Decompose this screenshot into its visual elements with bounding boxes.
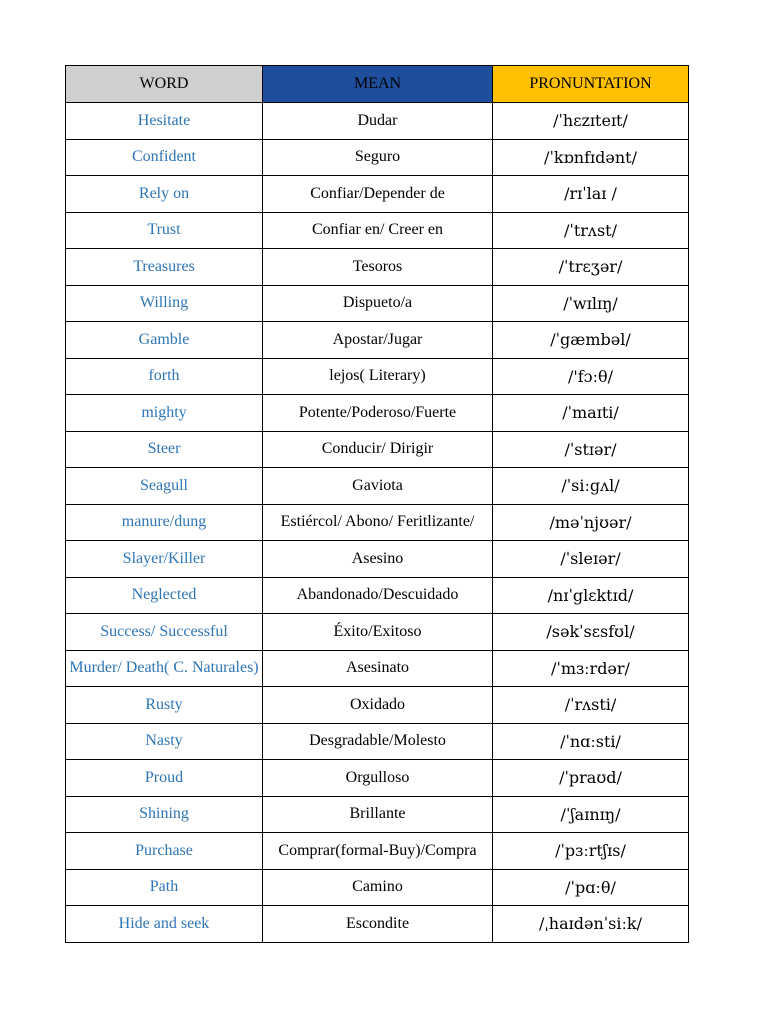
table-row	[66, 285, 689, 322]
table-row	[66, 212, 689, 249]
table-row	[66, 650, 689, 687]
header-mean: MEAN	[263, 66, 493, 103]
meaning-cell: Comprar(formal-Buy)/Compra	[263, 833, 493, 870]
pronunciation-cell: /ˈstɪər/	[493, 431, 689, 468]
meaning-cell: Potente/Poderoso/Fuerte	[263, 395, 493, 432]
word-cell: forth	[66, 358, 263, 395]
pronunciation-cell: /ˈpraʊd/	[493, 760, 689, 797]
pronunciation-cell: /ˈpɜːrtʃɪs/	[493, 833, 689, 870]
word-cell: Willing	[66, 285, 263, 322]
word-cell: Path	[66, 869, 263, 906]
table-row	[66, 139, 689, 176]
header-row	[66, 66, 689, 103]
meaning-cell: Escondite	[263, 906, 493, 943]
pronunciation-cell: /rɪˈlaɪ /	[493, 176, 689, 213]
word-cell: Hide and seek	[66, 906, 263, 943]
pronunciation-cell: /ˈtrɛʒər/	[493, 249, 689, 286]
table-row	[66, 833, 689, 870]
word-cell: Proud	[66, 760, 263, 797]
table-row	[66, 869, 689, 906]
word-cell: Slayer/Killer	[66, 541, 263, 578]
word-cell: Gamble	[66, 322, 263, 359]
meaning-cell: Brillante	[263, 796, 493, 833]
meaning-cell: Gaviota	[263, 468, 493, 505]
meaning-cell: Oxidado	[263, 687, 493, 724]
meaning-cell: Conducir/ Dirigir	[263, 431, 493, 468]
vocabulary-table	[65, 65, 689, 943]
meaning-cell: Asesinato	[263, 650, 493, 687]
table-row	[66, 906, 689, 943]
table-row	[66, 395, 689, 432]
meaning-cell: Confiar/Depender de	[263, 176, 493, 213]
word-cell: Rusty	[66, 687, 263, 724]
table-row	[66, 431, 689, 468]
word-cell: Shining	[66, 796, 263, 833]
pronunciation-cell: /ˈpɑːθ/	[493, 869, 689, 906]
header-pronunciation: PRONUNTATION	[493, 66, 689, 103]
word-cell: Neglected	[66, 577, 263, 614]
table-row	[66, 358, 689, 395]
table-row	[66, 687, 689, 724]
table-row	[66, 249, 689, 286]
word-cell: Rely on	[66, 176, 263, 213]
pronunciation-cell: /ˈsiːgʌl/	[493, 468, 689, 505]
pronunciation-cell: /ˈmaɪti/	[493, 395, 689, 432]
meaning-cell: lejos( Literary)	[263, 358, 493, 395]
word-cell: Treasures	[66, 249, 263, 286]
table-row	[66, 541, 689, 578]
word-cell: Hesitate	[66, 103, 263, 140]
word-cell: manure/dung	[66, 504, 263, 541]
table-row	[66, 614, 689, 651]
pronunciation-cell: /'fɔːθ/	[493, 358, 689, 395]
word-cell: mighty	[66, 395, 263, 432]
word-cell: Steer	[66, 431, 263, 468]
meaning-cell: Camino	[263, 869, 493, 906]
pronunciation-cell: /ˈʃaɪnɪŋ/	[493, 796, 689, 833]
table-row	[66, 176, 689, 213]
word-cell: Trust	[66, 212, 263, 249]
table-row	[66, 723, 689, 760]
word-cell: Seagull	[66, 468, 263, 505]
table-row	[66, 760, 689, 797]
pronunciation-cell: /ˌhaɪdənˈsiːk/	[493, 906, 689, 943]
pronunciation-cell: /ˈwɪlɪŋ/	[493, 285, 689, 322]
meaning-cell: Dispueto/a	[263, 285, 493, 322]
meaning-cell: Seguro	[263, 139, 493, 176]
meaning-cell: Éxito/Exitoso	[263, 614, 493, 651]
pronunciation-cell: /ˈgæmbəl/	[493, 322, 689, 359]
meaning-cell: Tesoros	[263, 249, 493, 286]
meaning-cell: Dudar	[263, 103, 493, 140]
word-cell: Purchase	[66, 833, 263, 870]
table-row	[66, 468, 689, 505]
meaning-cell: Asesino	[263, 541, 493, 578]
pronunciation-cell: /ˈnɑːsti/	[493, 723, 689, 760]
pronunciation-cell: /məˈnjʊər/	[493, 504, 689, 541]
pronunciation-cell: /ˈmɜːrdər/	[493, 650, 689, 687]
pronunciation-cell: /ˈhɛzɪteɪt/	[493, 103, 689, 140]
meaning-cell: Abandonado/Descuidado	[263, 577, 493, 614]
table-row	[66, 504, 689, 541]
table-body	[66, 103, 689, 943]
meaning-cell: Orgulloso	[263, 760, 493, 797]
table-row	[66, 103, 689, 140]
table-row	[66, 796, 689, 833]
word-cell: Confident	[66, 139, 263, 176]
pronunciation-cell: /ˈtrʌst/	[493, 212, 689, 249]
meaning-cell: Estiércol/ Abono/ Feritlizante/	[263, 504, 493, 541]
pronunciation-cell: /səkˈsɛsfʊl/	[493, 614, 689, 651]
meaning-cell: Apostar/Jugar	[263, 322, 493, 359]
pronunciation-cell: /nɪˈglɛktɪd/	[493, 577, 689, 614]
word-cell: Nasty	[66, 723, 263, 760]
table-row	[66, 577, 689, 614]
word-cell: Murder/ Death( C. Naturales)	[66, 650, 263, 687]
header-word: WORD	[66, 66, 263, 103]
table-row	[66, 322, 689, 359]
meaning-cell: Confiar en/ Creer en	[263, 212, 493, 249]
pronunciation-cell: /ˈrʌsti/	[493, 687, 689, 724]
pronunciation-cell: /ˈsleɪər/	[493, 541, 689, 578]
pronunciation-cell: /ˈkɒnfɪdənt/	[493, 139, 689, 176]
word-cell: Success/ Successful	[66, 614, 263, 651]
meaning-cell: Desgradable/Molesto	[263, 723, 493, 760]
